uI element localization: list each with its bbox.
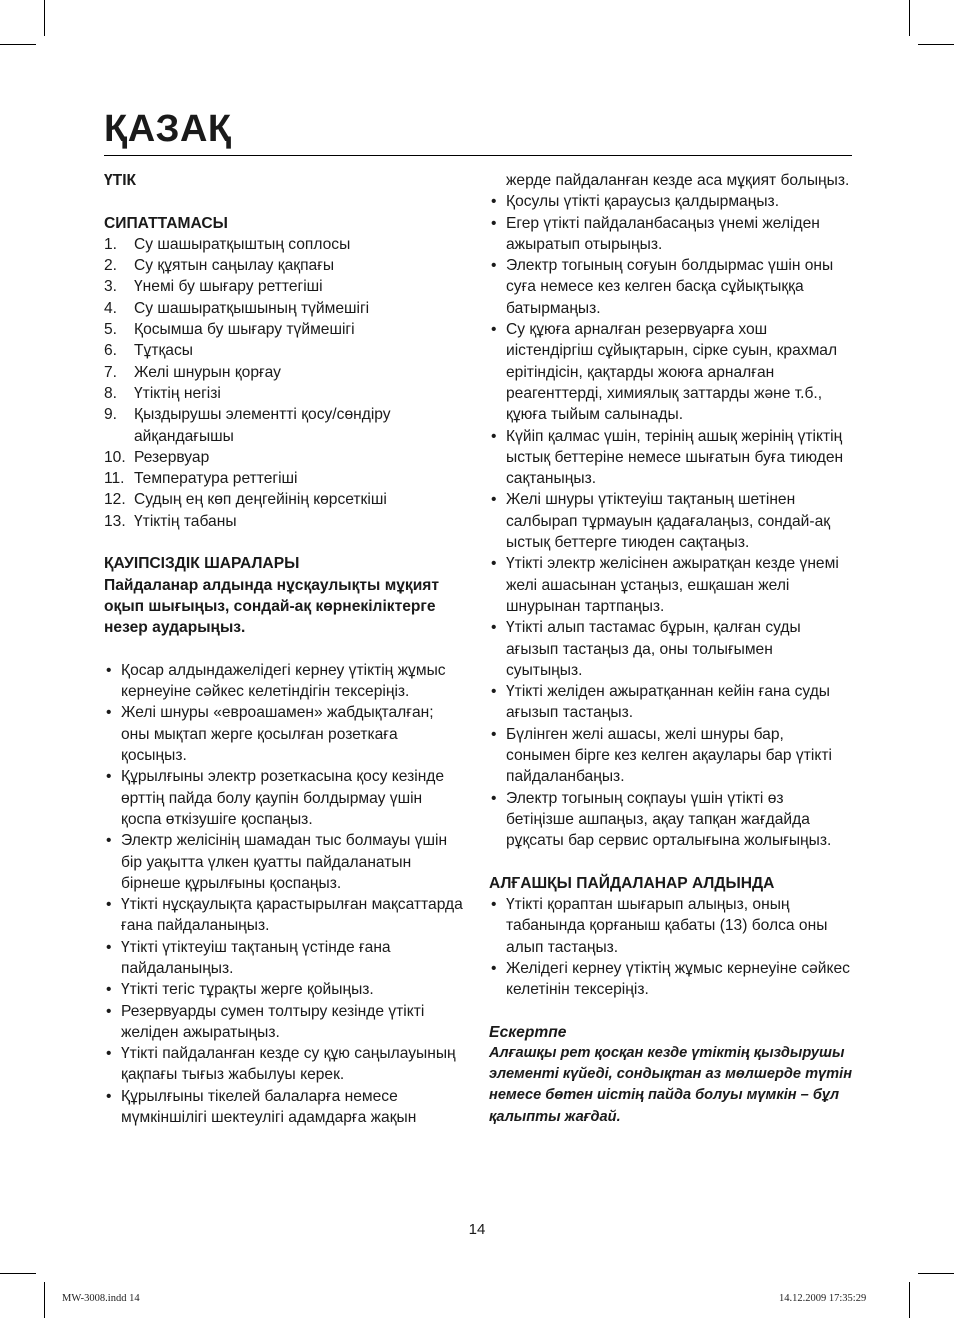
safety-intro: Пайдаланар алдында нұсқаулықты мұқият оқып шығыңыз, сондай-ақ көрнекіліктерге незер аударыңыз. <box>104 576 440 637</box>
item-number: 6. <box>104 342 118 360</box>
item-text: Үнемі бу шығару реттегіші <box>134 278 323 296</box>
safety-item: • Желі шнуры «евроашамен» жабдықталған; оны мықтап жерге қосылған розеткаға қосыңыз. <box>104 702 466 766</box>
crop-mark <box>909 1282 910 1318</box>
crop-mark <box>0 44 36 45</box>
item-text: Резервуар <box>134 448 210 466</box>
safety-item: • Үтікті электр желісінен ажыратқан кезде үнемі желі ашасынан ұстаңыз, ешқашан желі шнурынан тартпаңыз. <box>489 553 852 617</box>
safety-item: • Қосар алдындажелідегі кернеу үтіктің жұмыс кернеуіне сәйкес келетіндігін тексеріңіз. <box>104 660 466 703</box>
first-use-list <box>489 894 852 1000</box>
item-number: 3. <box>104 278 118 296</box>
item-number: 8. <box>104 384 118 402</box>
safety-item: • Резервуарды сумен толтыру кезінде үтікті желіден ажыратыңыз. <box>104 1001 466 1044</box>
safety-item: • Үтікті пайдаланған кезде су құю саңылауының қақпағы тығыз жабылуы керек. <box>104 1043 466 1086</box>
safety-item: • Қосулы үтікті қараусыз қалдырмаңыз. <box>489 191 852 212</box>
page-number: 14 <box>468 1221 486 1238</box>
description-item <box>104 276 466 297</box>
crop-mark <box>44 1282 45 1318</box>
left-column <box>104 170 466 1128</box>
note-text: Алғашқы рет қосқан кезде үтіктің қыздырушы элементі күйеді, сондықтан аз мөлшерде түтін немесе бөтен иістің пайда болуы мүмкін – бұл қалыпты жағдай. <box>489 1044 853 1125</box>
product-title: ҮТІК <box>104 172 137 189</box>
description-list <box>104 234 466 532</box>
safety-item: • Құрылғыны тікелей балаларға немесе мүмкіншілігі шектеулігі адамдарға жақын <box>104 1086 466 1129</box>
description-item <box>104 298 466 319</box>
safety-continuation: жерде пайдаланған кезде аса мұқият болыңыз. <box>506 172 850 189</box>
first-use-item: • Үтікті қораптан шығарып алыңыз, оның табанында қорғаныш қабаты (13) болса оны алып тастаңыз. <box>489 894 852 958</box>
description-item <box>104 255 466 276</box>
safety-item: • Күйіп қалмас үшін, терінің ашық жерінің үтіктің ыстық беттеріне немесе шығатын буға тиюден сақтаныңыз. <box>489 426 852 490</box>
item-text: Температура реттегіші <box>134 470 298 488</box>
safety-item: • Желі шнуры үтіктеуіш тақтаның шетінен салбырап тұрмауын қадағалаңыз, сондай-ақ ыстық беттерге тиюден сақтаңыз. <box>489 489 852 553</box>
safety-item: • Құрылғыны электр розеткасына қосу кезінде өрттің пайда болу қаупін болдырмау үшін қоспа өткізушіге қоспаңыз. <box>104 766 466 830</box>
description-item <box>104 383 466 404</box>
safety-item: • Үтікті нұсқаулықта қарастырылған мақсаттарда ғана пайдаланыңыз. <box>104 894 466 937</box>
description-item <box>104 319 466 340</box>
item-text: Тұтқасы <box>134 342 193 360</box>
crop-mark <box>918 1273 954 1274</box>
item-number: 9. <box>104 406 118 424</box>
right-column <box>489 170 852 1128</box>
description-item <box>104 234 466 255</box>
item-text: Үтіктің негізі <box>134 384 221 402</box>
description-item <box>104 468 466 489</box>
safety-item: • Үтікті алып тастамас бұрын, қалған суды ағызып тастаңыз да, оны толығымен суытыңыз. <box>489 617 852 681</box>
safety-item: • Егер үтікті пайдаланбасаңыз үнемі желіден ажыратып отырыңыз. <box>489 213 852 256</box>
description-item <box>104 340 466 361</box>
description-item <box>104 489 466 510</box>
description-item <box>104 447 466 468</box>
description-item <box>104 404 466 447</box>
item-text: Су шашыратқыштың соплосы <box>134 235 351 253</box>
safety-list-right <box>489 191 852 851</box>
safety-item: • Үтікті желіден ажыратқаннан кейін ғана суды ағызып тастаңыз. <box>489 681 852 724</box>
crop-mark <box>909 0 910 36</box>
slug-date-info: 14.12.2009 17:35:29 <box>779 1293 867 1304</box>
first-use-heading: АЛҒАШҚЫ ПАЙДАЛАНАР АЛДЫНДА <box>489 874 775 892</box>
item-text: Қыздырушы элементті қосу/сөндіру айқандағышы <box>134 406 391 445</box>
item-text: Желі шнурын қорғау <box>134 363 281 381</box>
safety-item: • Электр тогының соқпауы үшін үтікті өз бетіңізше ашпаңыз, ақау тапқан жағдайда рұқсаты бар сервис орталығына жолығыңыз. <box>489 788 852 852</box>
safety-heading: ҚАУІПСІЗДІК ШАРАЛАРЫ <box>104 555 300 573</box>
item-text: Үтіктің табаны <box>134 512 237 530</box>
crop-mark <box>44 0 45 36</box>
item-text: Су құятын саңылау қақпағы <box>134 257 335 275</box>
language-heading: ҚАЗАҚ <box>104 108 232 150</box>
safety-item: • Электр тогының соғуын болдырмас үшін оны суға немесе кез келген басқа сұйықтыққа батырмаңыз. <box>489 255 852 319</box>
item-number: 13. <box>104 512 126 530</box>
safety-item: • Үтікті тегіс тұрақты жерге қойыңыз. <box>104 979 466 1000</box>
crop-mark <box>0 1273 36 1274</box>
safety-item: • Бүлінген желі ашасы, желі шнуры бар, сонымен бірге кез келген ақаулары бар үтікті пайдаланбаңыз. <box>489 724 852 788</box>
crop-mark <box>918 44 954 45</box>
description-item <box>104 362 466 383</box>
description-item <box>104 511 466 532</box>
item-number: 5. <box>104 321 118 339</box>
safety-item: • Су құюға арналған резервуарға хош иістендіргіш сұйықтарын, сірке суын, крахмал ерітіндісін, қақтарды жоюға арналған реагенттерді, химиялық заттарды және т.б., құюға тыйым салынады. <box>489 319 852 425</box>
item-text: Су шашыратқышының түймешігі <box>134 299 370 317</box>
safety-item: • Электр желісінің шамадан тыс болмауы үшін бір уақытта үлкен қуатты пайдаланатын бірнеше құрылғыны қоспаңыз. <box>104 830 466 894</box>
item-number: 1. <box>104 235 118 253</box>
slug-file-info: MW-3008.indd 14 <box>62 1293 140 1304</box>
item-text: Судың ең көп деңгейінің көрсеткіші <box>134 491 387 509</box>
item-text: Қосымша бу шығару түймешігі <box>134 321 355 339</box>
item-number: 4. <box>104 299 118 317</box>
safety-item: • Үтікті үтіктеуіш тақтаның үстінде ғана пайдаланыңыз. <box>104 937 466 980</box>
heading-rule <box>104 155 852 156</box>
description-heading: СИПАТТАМАСЫ <box>104 214 228 232</box>
item-number: 7. <box>104 363 118 381</box>
item-number: 2. <box>104 257 118 275</box>
first-use-item: • Желідегі кернеу үтіктің жұмыс кернеуіне сәйкес келетінін тексеріңіз. <box>489 958 852 1001</box>
item-number: 11. <box>104 470 125 488</box>
safety-list-left <box>104 660 466 1129</box>
item-number: 12. <box>104 491 126 509</box>
item-number: 10. <box>104 448 126 466</box>
note-title: Ескертпе <box>489 1023 567 1041</box>
